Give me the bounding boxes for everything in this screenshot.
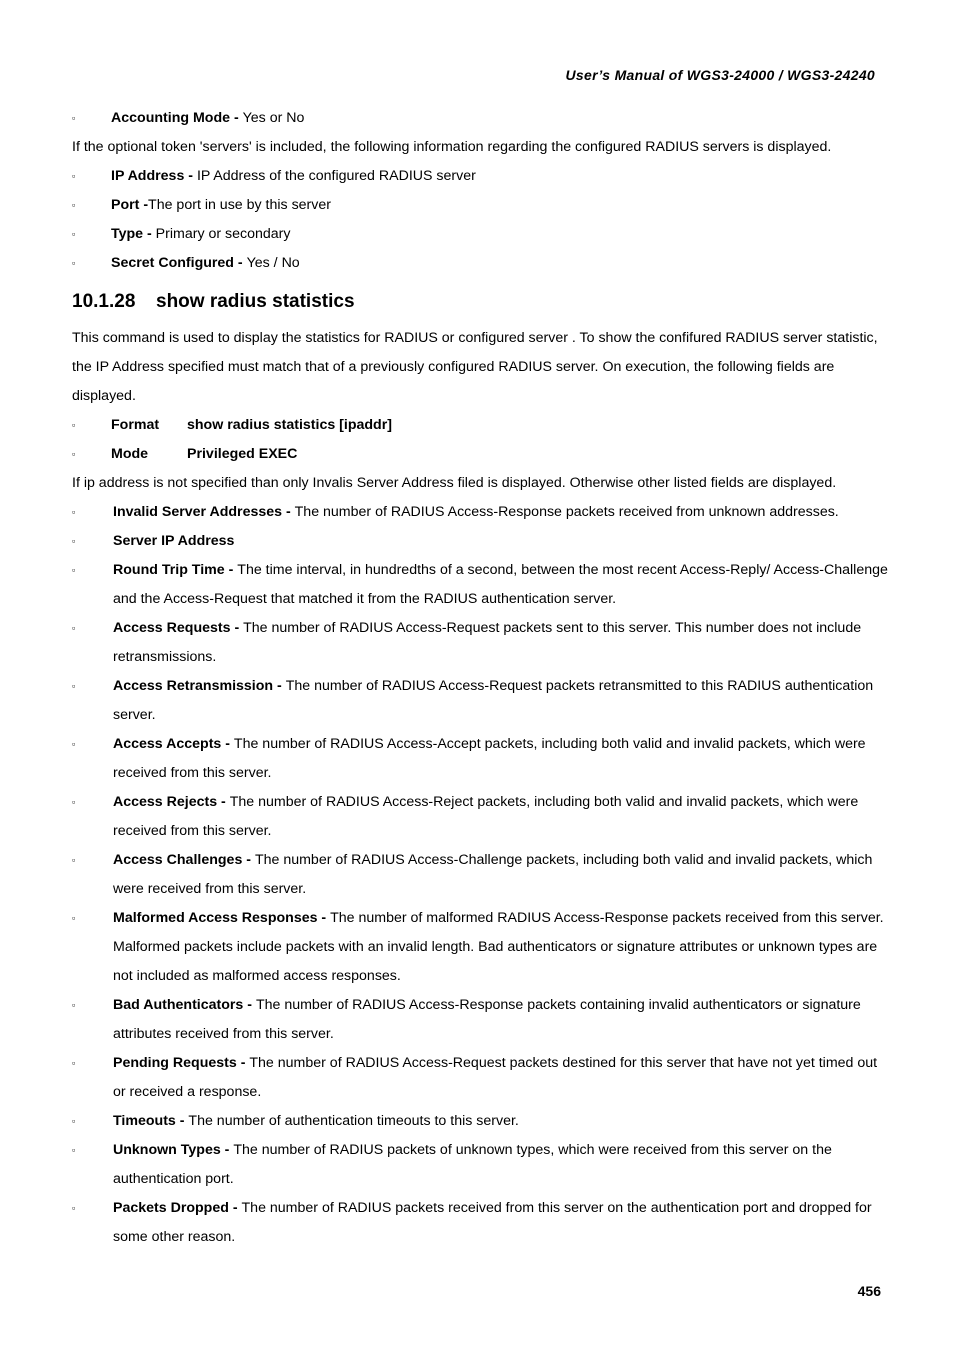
list-item <box>72 730 888 788</box>
list-item <box>72 249 888 278</box>
item-term: Access Challenges - <box>113 852 255 868</box>
bullet-icon: ▫ <box>72 1145 76 1155</box>
item-term: Round Trip Time - <box>113 562 238 578</box>
item-term: Access Accepts - <box>113 736 234 752</box>
bullet-icon: ▫ <box>72 1116 76 1126</box>
bullet-icon: ▫ <box>72 113 76 123</box>
item-desc: The number of RADIUS packets received from this server on the authentication port and dropped for some other reason. <box>113 1200 872 1245</box>
section-heading <box>72 290 888 314</box>
list-item <box>72 1107 888 1136</box>
list-item <box>72 1049 888 1107</box>
section-title: show radius statistics <box>156 291 355 312</box>
item-desc: IP Address of the configured RADIUS server <box>196 168 476 184</box>
statistics-field-list <box>72 498 888 1252</box>
item-desc: Yes or No <box>242 110 305 126</box>
item-term: Type - <box>111 226 156 242</box>
bullet-icon: ▫ <box>72 855 76 865</box>
mode-label: Mode <box>111 446 149 462</box>
item-desc: The number of RADIUS Access-Request packets retransmitted to this RADIUS authentication server. <box>113 678 874 723</box>
bullet-icon: ▫ <box>72 623 76 633</box>
item-term: Access Retransmission - <box>113 678 286 694</box>
item-desc: The number of RADIUS packets of unknown types, which were received from this server on the authentication port. <box>113 1142 832 1187</box>
section-description: This command is used to display the statistics for RADIUS or configured server . To show the confifured RADIUS server statistic, the IP Address specified must match that of a previously configured RADIUS server. On execution, the following fields are displayed. <box>72 330 878 404</box>
list-item <box>72 846 888 904</box>
servers-intro: If the optional token 'servers' is included, the following information regarding the configured RADIUS servers is displayed. <box>72 139 832 155</box>
item-term: IP Address - <box>111 168 197 184</box>
list-item <box>72 162 888 191</box>
bullet-icon: ▫ <box>72 913 76 923</box>
item-term: Unknown Types - <box>113 1142 234 1158</box>
bullet-icon: ▫ <box>72 536 76 546</box>
mode-row <box>72 440 888 469</box>
page-header: User’s Manual of WGS3-24000 / WGS3-24240 <box>565 67 875 83</box>
item-desc: The number of malformed RADIUS Access-Response packets received from this server. Malformed packets include packets with an invalid length. Bad authenticators or signature attributes or unknown types are not included as malformed access responses. <box>113 910 884 984</box>
item-term: Pending Requests - <box>113 1055 250 1071</box>
bullet-icon: ▫ <box>72 739 76 749</box>
bullet-icon: ▫ <box>72 507 76 517</box>
item-term: Malformed Access Responses - <box>113 910 331 926</box>
item-term: Accounting Mode - <box>111 110 243 126</box>
item-desc: The number of RADIUS Access-Challenge packets, including both valid and invalid packets, which were received from this server. <box>113 852 873 897</box>
item-desc: The number of RADIUS Access-Reject packets, including both valid and invalid packets, which were received from this server. <box>113 794 859 839</box>
item-desc: The port in use by this server <box>148 197 331 213</box>
item-desc: The number of RADIUS Access-Accept packets, including both valid and invalid packets, which were received from this server. <box>113 736 866 781</box>
mode-value: Privileged EXEC <box>187 446 298 462</box>
list-item <box>72 1136 888 1194</box>
bullet-icon: ▫ <box>72 1000 76 1010</box>
format-row <box>72 411 888 440</box>
bullet-icon: ▫ <box>72 171 76 181</box>
bullet-icon: ▫ <box>72 200 76 210</box>
list-item <box>72 1194 888 1252</box>
bullet-icon: ▫ <box>72 565 76 575</box>
item-term: Secret Configured - <box>111 255 247 271</box>
bullet-icon: ▫ <box>72 420 76 430</box>
list-item <box>72 104 888 133</box>
item-desc: The number of RADIUS Access-Response packets containing invalid authenticators or signature attributes received from this server. <box>113 997 861 1042</box>
item-desc: The number of RADIUS Access-Response packets received from unknown addresses. <box>294 504 839 520</box>
list-item <box>72 614 888 672</box>
item-desc: The number of RADIUS Access-Request packets destined for this server that have not yet timed out or received a response. <box>113 1055 878 1100</box>
section-number: 10.1.28 <box>72 291 136 312</box>
page-number: 456 <box>857 1283 881 1299</box>
item-desc: The number of RADIUS Access-Request packets sent to this server. This number does not include retransmissions. <box>113 620 862 665</box>
list-item <box>72 991 888 1049</box>
item-term: Timeouts - <box>113 1113 189 1129</box>
item-term: Port - <box>111 197 149 213</box>
list-item <box>72 220 888 249</box>
list-item <box>72 527 888 556</box>
bullet-icon: ▫ <box>72 1203 76 1213</box>
bullet-icon: ▫ <box>72 1058 76 1068</box>
item-term: Bad Authenticators - <box>113 997 256 1013</box>
section-note: If ip address is not specified than only Invalis Server Address filed is displayed. Otherwise other listed fields are displayed. <box>72 475 837 491</box>
item-term: Packets Dropped - <box>113 1200 242 1216</box>
list-item <box>72 788 888 846</box>
bullet-icon: ▫ <box>72 681 76 691</box>
bullet-icon: ▫ <box>72 797 76 807</box>
document-body <box>72 104 888 1252</box>
item-desc: Yes / No <box>246 255 300 271</box>
item-desc: The time interval, in hundredths of a second, between the most recent Access-Reply/ Access-Challenge and the Access-Request that matched it from the RADIUS authentication server. <box>113 562 888 607</box>
bullet-icon: ▫ <box>72 449 76 459</box>
list-item <box>72 672 888 730</box>
bullet-icon: ▫ <box>72 229 76 239</box>
item-desc: Primary or secondary <box>155 226 291 242</box>
format-value: show radius statistics [ipaddr] <box>187 417 392 433</box>
item-term: Invalid Server Addresses - <box>113 504 295 520</box>
format-label: Format <box>111 417 160 433</box>
item-desc: The number of authentication timeouts to this server. <box>188 1113 519 1129</box>
item-term: Server IP Address <box>113 533 235 549</box>
list-item <box>72 498 888 527</box>
item-term: Access Rejects - <box>113 794 230 810</box>
bullet-icon: ▫ <box>72 258 76 268</box>
list-item <box>72 191 888 220</box>
item-term: Access Requests - <box>113 620 244 636</box>
list-item <box>72 904 888 991</box>
list-item <box>72 556 888 614</box>
